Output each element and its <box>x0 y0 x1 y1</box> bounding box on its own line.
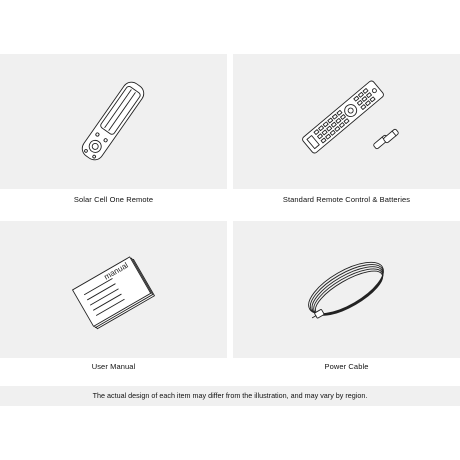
disclaimer-text: The actual design of each item may differ from the illustration, and may vary by region. <box>0 386 460 406</box>
remote-batteries-label: Standard Remote Control & Batteries <box>282 195 411 204</box>
solar-remote-panel <box>0 54 227 189</box>
power-cable-label: Power Cable <box>324 362 369 371</box>
manual-cover-text: manual <box>102 260 130 282</box>
solar-remote-icon <box>0 54 227 189</box>
remote-batteries-panel <box>233 54 460 189</box>
user-manual-label: User Manual <box>91 362 136 371</box>
remote-batteries-icon <box>233 54 460 189</box>
power-cable-panel <box>233 221 460 358</box>
solar-remote-label: Solar Cell One Remote <box>73 195 154 204</box>
manual-icon <box>0 221 227 358</box>
power-cable-icon <box>233 221 460 358</box>
user-manual-panel <box>0 221 227 358</box>
